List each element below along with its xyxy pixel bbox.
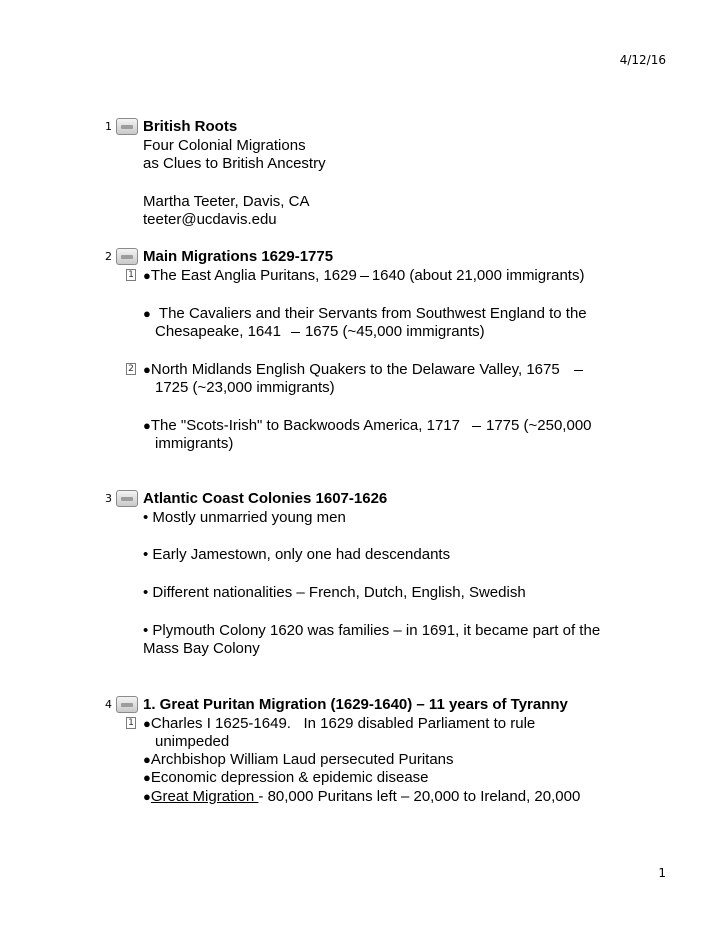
slide-number: 2 [105, 250, 112, 263]
slide-title: British Roots [143, 118, 238, 135]
annotation-marker-icon[interactable]: 1 [126, 717, 136, 729]
bullet-item [143, 751, 454, 769]
bullet-text: The Cavaliers and their Servants from Southwest England to the [150, 305, 587, 322]
slide-text-line: • Mostly unmarried young men [143, 509, 346, 526]
bullet-text: 1675 (~45,000 immigrants) [304, 323, 485, 340]
slide-thumbnail-icon[interactable] [116, 248, 138, 265]
bullet-continuation: unimpeded [155, 733, 230, 750]
bullet-text: Chesapeake, 1641 [155, 323, 281, 340]
bullet-dot-icon: ● [143, 268, 151, 283]
bullet-dot-icon: ● [143, 716, 151, 731]
bullet-item [143, 769, 429, 787]
slide-text-line: • Early Jamestown, only one had descendants [143, 546, 451, 563]
slide-text-line: as Clues to British Ancestry [143, 155, 326, 172]
bullet-text: Economic depression & epidemic disease [150, 769, 429, 786]
slide-text-line: Martha Teeter, Davis, CA [143, 193, 310, 210]
bullet-continuation [155, 323, 485, 341]
slide-number: 3 [105, 492, 112, 505]
bullet-text: North Midlands English Quakers to the Delaware Valley, 1675 [150, 361, 560, 378]
bullet-dot-icon: ● [143, 770, 151, 785]
slide-thumbnail-icon[interactable] [116, 490, 138, 507]
bullet-dot-icon: ● [143, 418, 151, 433]
slide-thumbnail-icon[interactable] [116, 696, 138, 713]
bullet-item [143, 417, 592, 435]
dash-icon [574, 370, 583, 371]
dash-icon [472, 426, 481, 427]
slide-number: 4 [105, 698, 112, 711]
bullet-text: The "Scots-Irish" to Backwoods America, 1717 [150, 417, 460, 434]
bullet-dot-icon: ● [143, 752, 151, 767]
bullet-dot-icon: ● [143, 789, 151, 804]
slide-text-line: • Different nationalities – French, Dutch, English, Swedish [143, 584, 526, 601]
bullet-continuation: immigrants) [155, 435, 234, 452]
slide-text-line: Mass Bay Colony [143, 640, 260, 657]
slide-text-line: • Plymouth Colony 1620 was families – in 1691, it became part of the [143, 622, 601, 639]
bullet-item [143, 788, 580, 806]
bullet-text: Archbishop William Laud persecuted Puritans [150, 751, 454, 768]
slide-title: 1. Great Puritan Migration (1629-1640) – 11 years of Tyranny [143, 696, 568, 713]
annotation-marker-icon[interactable]: 2 [126, 363, 136, 375]
slide-text-line: teeter@ucdavis.edu [143, 211, 277, 228]
bullet-text: 1640 (about 21,000 immigrants) [371, 267, 585, 284]
slide-number: 1 [105, 120, 112, 133]
bullet-item [143, 361, 586, 379]
bullet-dot-icon: ● [143, 306, 151, 321]
slide-thumbnail-icon[interactable] [116, 118, 138, 135]
underlined-term: Great Migration [150, 788, 259, 805]
slide-title: Atlantic Coast Colonies 1607-1626 [143, 490, 388, 507]
bullet-continuation: 1725 (~23,000 immigrants) [155, 379, 335, 396]
bullet-item [143, 267, 584, 285]
page-date: 4/12/16 [619, 53, 666, 67]
bullet-text: Charles I 1625-1649. In 1629 disabled Parliament to rule [150, 715, 536, 732]
dash-icon [360, 276, 369, 277]
bullet-item [143, 305, 587, 323]
dash-icon [291, 332, 300, 333]
page-number: 1 [658, 866, 666, 880]
slide-title: Main Migrations 1629-1775 [143, 248, 334, 265]
bullet-item [143, 715, 535, 733]
annotation-marker-icon[interactable]: 1 [126, 269, 136, 281]
slide-text-line: Four Colonial Migrations [143, 137, 306, 154]
bullet-text: 1775 (~250,000 [485, 417, 592, 434]
bullet-text: - 80,000 Puritans left – 20,000 to Ireland, 20,000 [258, 788, 581, 805]
bullet-dot-icon: ● [143, 362, 151, 377]
bullet-text: The East Anglia Puritans, 1629 [150, 267, 357, 284]
